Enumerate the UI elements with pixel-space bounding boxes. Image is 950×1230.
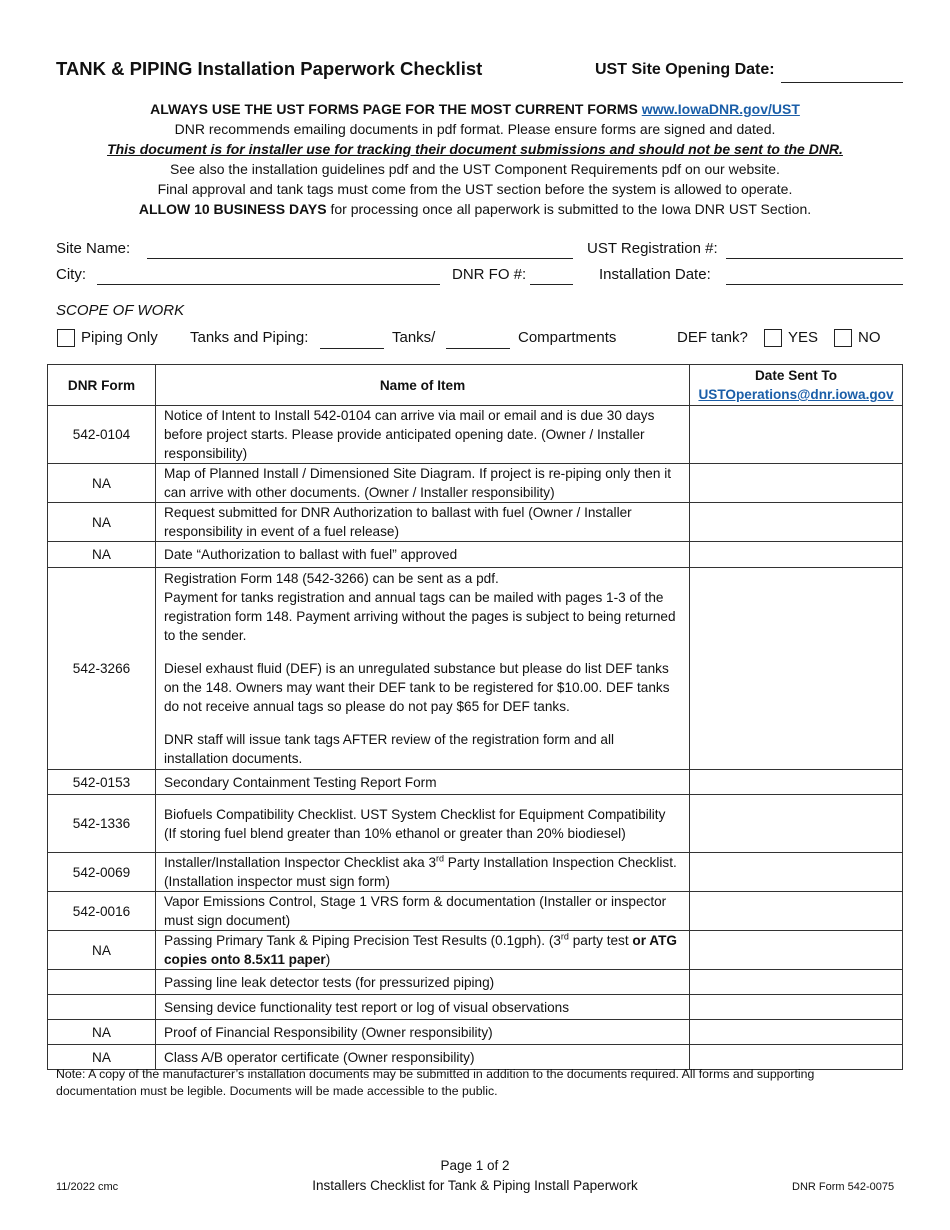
- table-row: [48, 770, 903, 795]
- dnr-form-cell: NA: [48, 464, 156, 503]
- date-sent-cell[interactable]: [690, 931, 903, 970]
- tanks-compartments-field[interactable]: [446, 348, 510, 349]
- dnr-form-cell: NA: [48, 931, 156, 970]
- date-sent-cell[interactable]: [690, 568, 903, 770]
- installer-use-warning: This document is for installer use for tracking their document submissions and should not be sent to the DNR.: [107, 141, 843, 157]
- item-cell: Vapor Emissions Control, Stage 1 VRS form & documentation (Installer or inspector must sign document): [156, 892, 690, 931]
- tanks-and-piping-label: Tanks and Piping:: [190, 329, 309, 346]
- item-cell: Request submitted for DNR Authorization to ballast with fuel (Owner / Installer responsibility in event of a fuel release): [156, 503, 690, 542]
- dnr-form-header: DNR Form: [48, 365, 156, 406]
- table-row: [48, 892, 903, 931]
- date-sent-cell[interactable]: [690, 995, 903, 1020]
- dnr-fo-field[interactable]: [530, 284, 573, 285]
- ust-registration-field[interactable]: [726, 258, 903, 259]
- page-number: Page 1 of 2: [440, 1158, 510, 1173]
- item-cell: [156, 568, 690, 770]
- dnr-form-cell: 542-3266: [48, 568, 156, 770]
- item-text: Party Installation Inspection Checklist. (Installation inspector must sign form): [164, 855, 677, 889]
- city-field[interactable]: [97, 284, 440, 285]
- opening-date-label: UST Site Opening Date:: [595, 61, 775, 78]
- item-cell: Class A/B operator certificate (Owner responsibility): [156, 1045, 690, 1070]
- item-text: Passing Primary Tank & Piping Precision Test Results (0.1gph). (3: [164, 933, 561, 948]
- table-row: [48, 464, 903, 503]
- forms-notice: ALWAYS USE THE UST FORMS PAGE FOR THE MOST CURRENT FORMS: [150, 101, 638, 117]
- item-superscript: rd: [560, 931, 569, 942]
- instructions-block: [40, 99, 910, 219]
- date-sent-cell[interactable]: [690, 1020, 903, 1045]
- registration-payment-note: Payment for tanks registration and annual tags can be mailed with pages 1-3 of the registration form 148. Payment arriving without the pages is subject to being returned to the sender.: [164, 590, 676, 643]
- date-sent-cell[interactable]: [690, 892, 903, 931]
- piping-only-checkbox[interactable]: [57, 329, 75, 347]
- ust-forms-link[interactable]: www.IowaDNR.gov/UST: [641, 101, 800, 117]
- dnr-form-cell: 542-0153: [48, 770, 156, 795]
- table-header-row: [48, 365, 903, 406]
- item-text: ): [325, 952, 331, 967]
- site-name-field[interactable]: [147, 258, 573, 259]
- table-row: [48, 970, 903, 995]
- date-sent-cell[interactable]: [690, 406, 903, 464]
- dnr-fo-label: DNR FO #:: [452, 266, 527, 283]
- item-cell: Sensing device functionality test report or log of visual observations: [156, 995, 690, 1020]
- table-row: [48, 853, 903, 892]
- city-label: City:: [56, 266, 86, 283]
- item-text: Installer/Installation Inspector Checklist aka 3: [164, 855, 437, 870]
- def-no-label: NO: [858, 329, 881, 346]
- def-yes-label: YES: [788, 329, 819, 346]
- item-cell: Date “Authorization to ballast with fuel” approved: [156, 542, 690, 568]
- piping-only-label: Piping Only: [81, 329, 158, 346]
- item-text: party test: [568, 933, 633, 948]
- installation-date-field[interactable]: [726, 284, 903, 285]
- name-of-item-header: Name of Item: [156, 365, 690, 406]
- dnr-form-cell: [48, 970, 156, 995]
- date-sent-label: Date Sent To: [754, 368, 838, 383]
- date-sent-cell[interactable]: [690, 970, 903, 995]
- def-tank-label: DEF tank?: [677, 329, 748, 346]
- item-cell: Secondary Containment Testing Report Form: [156, 770, 690, 795]
- item-cell: Notice of Intent to Install 542-0104 can arrive via mail or email and is due 30 days before project starts. Please provide anticipated opening date. (Owner / Installer responsibility): [156, 406, 690, 464]
- date-sent-cell[interactable]: [690, 795, 903, 853]
- table-row: [48, 931, 903, 970]
- page-title: TANK & PIPING Installation Paperwork Checklist: [56, 58, 483, 79]
- ust-operations-email-link[interactable]: USTOperations@dnr.iowa.gov: [698, 387, 894, 402]
- dnr-form-cell: NA: [48, 503, 156, 542]
- registration-pdf-note: Registration Form 148 (542-3266) can be sent as a pdf.: [164, 571, 499, 586]
- table-row: [48, 406, 903, 464]
- approval-note: Final approval and tank tags must come from the UST section before the system is allowed to operate.: [157, 181, 793, 197]
- table-row: [48, 995, 903, 1020]
- processing-note: for processing once all paperwork is submitted to the Iowa DNR UST Section.: [326, 201, 812, 217]
- item-cell: [156, 853, 690, 892]
- footer-title: Installers Checklist for Tank & Piping Install Paperwork: [312, 1178, 638, 1193]
- item-cell: [156, 931, 690, 970]
- site-name-label: Site Name:: [56, 240, 131, 257]
- opening-date-field[interactable]: [781, 82, 903, 83]
- dnr-form-cell: NA: [48, 1020, 156, 1045]
- def-yes-checkbox[interactable]: [764, 329, 782, 347]
- def-no-checkbox[interactable]: [834, 329, 852, 347]
- date-sent-cell[interactable]: [690, 853, 903, 892]
- date-sent-header: [690, 365, 903, 406]
- item-cell: Map of Planned Install / Dimensioned Site Diagram. If project is re-piping only then it can arrive with other documents. (Owner / Installer responsibility): [156, 464, 690, 503]
- ust-registration-label: UST Registration #:: [587, 240, 718, 257]
- date-sent-cell[interactable]: [690, 464, 903, 503]
- table-row: [48, 1020, 903, 1045]
- tanks-and-piping-field[interactable]: [320, 348, 384, 349]
- table-row: [48, 542, 903, 568]
- item-superscript: rd: [436, 853, 445, 864]
- footnote: Note: A copy of the manufacturer’s installation documents may be submitted in addition to the documents required. All forms and supporting documentation must be legible. Documents will be made accessible to the public.: [56, 1067, 815, 1098]
- item-bold-text: or ATG copies onto 8.5x11 paper: [164, 933, 677, 967]
- table-row: [48, 568, 903, 770]
- dnr-form-cell: NA: [48, 542, 156, 568]
- item-cell: Proof of Financial Responsibility (Owner responsibility): [156, 1020, 690, 1045]
- dnr-form-cell: 542-0016: [48, 892, 156, 931]
- tank-tags-note: DNR staff will issue tank tags AFTER review of the registration form and all installation documents.: [164, 732, 615, 766]
- dnr-form-cell: [48, 995, 156, 1020]
- scope-of-work-title: SCOPE OF WORK: [56, 302, 185, 319]
- item-cell: Biofuels Compatibility Checklist. UST System Checklist for Equipment Compatibility (If storing fuel blend greater than 10% ethanol or greater than 20% biodiesel): [156, 795, 690, 853]
- item-cell: Passing line leak detector tests (for pressurized piping): [156, 970, 690, 995]
- dnr-form-cell: 542-1336: [48, 795, 156, 853]
- guidelines-note: See also the installation guidelines pdf and the UST Component Requirements pdf on our website.: [170, 161, 780, 177]
- table-row: [48, 795, 903, 853]
- dnr-form-cell: NA: [48, 1045, 156, 1070]
- revision-date: 11/2022 cmc: [56, 1181, 119, 1193]
- paperwork-checklist-table: [47, 364, 903, 1070]
- business-days-notice: ALLOW 10 BUSINESS DAYS: [138, 201, 327, 217]
- date-sent-cell[interactable]: [690, 542, 903, 568]
- installation-date-label: Installation Date:: [599, 266, 711, 283]
- compartments-label: Compartments: [518, 329, 617, 346]
- date-sent-cell[interactable]: [690, 770, 903, 795]
- form-number: DNR Form 542-0075: [792, 1181, 895, 1193]
- def-tank-note: Diesel exhaust fluid (DEF) is an unregulated substance but please do list DEF tanks on the 148. Owners may want their DEF tank to be registered for $10.00. DEF tanks do not receive annual tags so please do not pay $65 for DEF tanks.: [164, 661, 670, 714]
- dnr-form-cell: 542-0104: [48, 406, 156, 464]
- tanks-label: Tanks/: [392, 329, 436, 346]
- pdf-recommendation: DNR recommends emailing documents in pdf format. Please ensure forms are signed and dated.: [174, 121, 776, 137]
- dnr-form-cell: 542-0069: [48, 853, 156, 892]
- table-row: [48, 503, 903, 542]
- date-sent-cell[interactable]: [690, 503, 903, 542]
